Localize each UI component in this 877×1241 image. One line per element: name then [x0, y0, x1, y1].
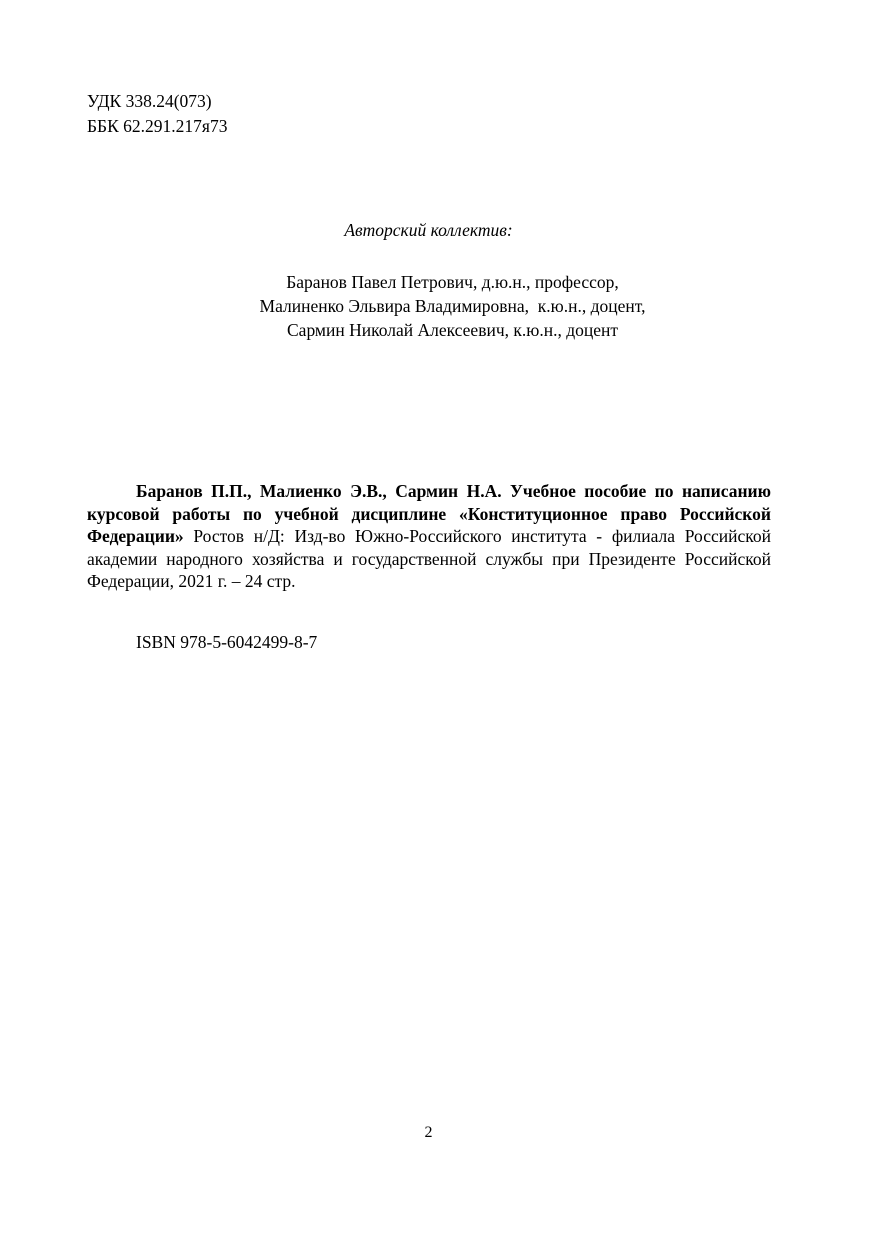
author-collective-heading: Авторский коллектив:: [344, 220, 513, 240]
author-line: Сармин Николай Алексеевич, к.ю.н., доцент: [287, 320, 618, 340]
author-line: Малиненко Эльвира Владимировна, к.ю.н., доцент,: [259, 296, 646, 316]
author-line: Баранов Павел Петрович, д.ю.н., профессор,: [286, 272, 619, 292]
citation-bold-title: Баранов П.П., Малиенко Э.В., Сармин Н.А. Учебное пособие по написанию курсовой работы по учебной дисциплине «Конституционное право Российской Федерации»: [87, 481, 771, 546]
classification-codes: [87, 89, 227, 139]
bibliographic-citation: [87, 480, 771, 593]
bbk-code: ББК 62.291.217я73: [87, 116, 228, 136]
udk-code: УДК 338.24(073): [87, 91, 212, 111]
isbn-number: ISBN 978-5-6042499-8-7: [136, 632, 318, 652]
author-list: [0, 270, 877, 342]
page-number: 2: [424, 1124, 433, 1141]
citation-publisher-info: Ростов н/Д: Изд-во Южно-Российского института - филиала Российской академии народного хозяйства и государственной службы при Президенте Российской Федерации, 2021 г. – 24 стр.: [87, 526, 771, 591]
